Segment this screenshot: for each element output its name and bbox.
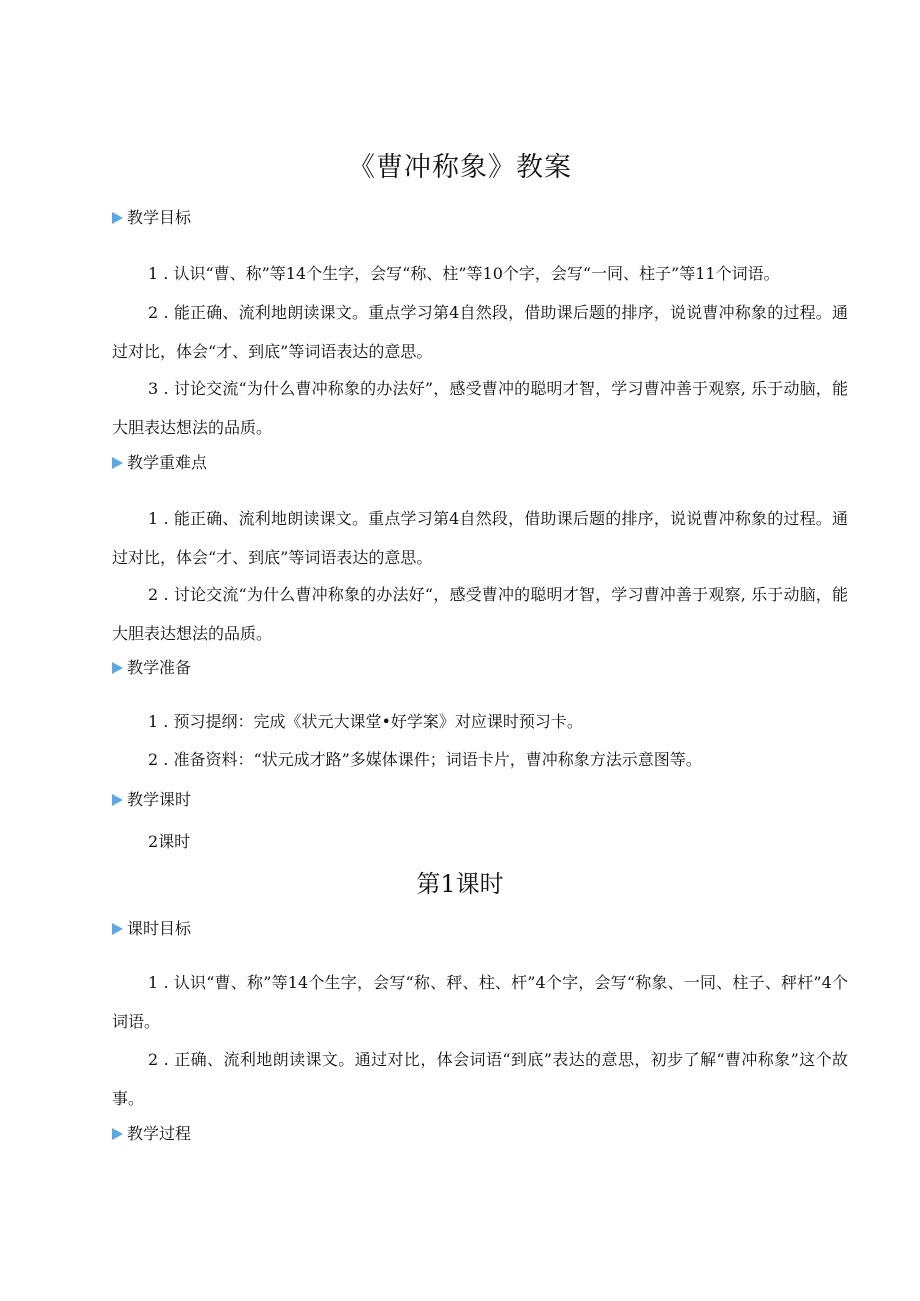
preparation-item-2: 2 . 准备资料：“状元成才路”多媒体课件；词语卡片，曹冲称象方法示意图等。 xyxy=(148,750,702,769)
lesson-goal-item-1: 1 . 认识“曹、称”等14个生字，会写“称、秤、柱、杆”4个字，会写“称象、一同、柱子、秤杆”4个词语。 xyxy=(112,973,848,1031)
document-title: 《曹冲称象》教案 xyxy=(348,152,572,183)
heading-label: 教学过程 xyxy=(127,1124,192,1143)
heading-label: 课时目标 xyxy=(127,919,192,938)
triangle-bullet-icon xyxy=(112,662,123,674)
triangle-bullet-icon xyxy=(112,1128,123,1140)
preparation-item-1: 1 . 预习提纲：完成《状元大课堂•好学案》对应课时预习卡。 xyxy=(148,712,583,731)
heading-label: 教学准备 xyxy=(127,658,192,677)
heading-label: 教学目标 xyxy=(127,208,192,227)
lesson-goal-item-2: 2 . 正确、流利地朗读课文。通过对比，体会词语“到底”表达的意思，初步了解“曹冲称象”这个故事。 xyxy=(112,1050,848,1108)
heading-label: 教学课时 xyxy=(127,790,192,809)
triangle-bullet-icon xyxy=(112,457,123,469)
triangle-bullet-icon xyxy=(112,794,123,806)
section-heading-goals xyxy=(112,206,191,230)
key-point-item-2: 2 . 讨论交流“为什么曹冲称象的办法好“，感受曹冲的聪明才智，学习曹冲善于观察, 乐于动脑，能大胆表达想法的品质。 xyxy=(112,585,848,643)
key-point-item-1: 1 . 能正确、流利地朗读课文。重点学习第4自然段，借助课后题的排序，说说曹冲称象的过程。通过对比，体会“才、到底”等词语表达的意思。 xyxy=(112,509,848,567)
lesson-title: 第1课时 xyxy=(416,870,504,898)
goal-item-3: 3 . 讨论交流“为什么曹冲称象的办法好”，感受曹冲的聪明才智，学习曹冲善于观察, 乐于动脑，能大胆表达想法的品质。 xyxy=(112,379,848,437)
section-heading-preparation xyxy=(112,656,191,680)
section-heading-process xyxy=(112,1122,191,1146)
hours-value: 2课时 xyxy=(148,832,191,851)
section-heading-key-points xyxy=(112,451,207,475)
heading-label: 教学重难点 xyxy=(127,453,208,472)
section-heading-hours xyxy=(112,788,191,812)
section-heading-lesson-goals xyxy=(112,917,191,941)
goal-item-1: 1 . 认识“曹、称”等14个生字，会写“称、柱”等10个字，会写“一同、柱子”等11个词语。 xyxy=(148,264,780,283)
goal-item-2: 2 . 能正确、流利地朗读课文。重点学习第4自然段，借助课后题的排序，说说曹冲称象的过程。通过对比，体会“才、到底”等词语表达的意思。 xyxy=(112,303,848,361)
triangle-bullet-icon xyxy=(112,923,123,935)
triangle-bullet-icon xyxy=(112,212,123,224)
